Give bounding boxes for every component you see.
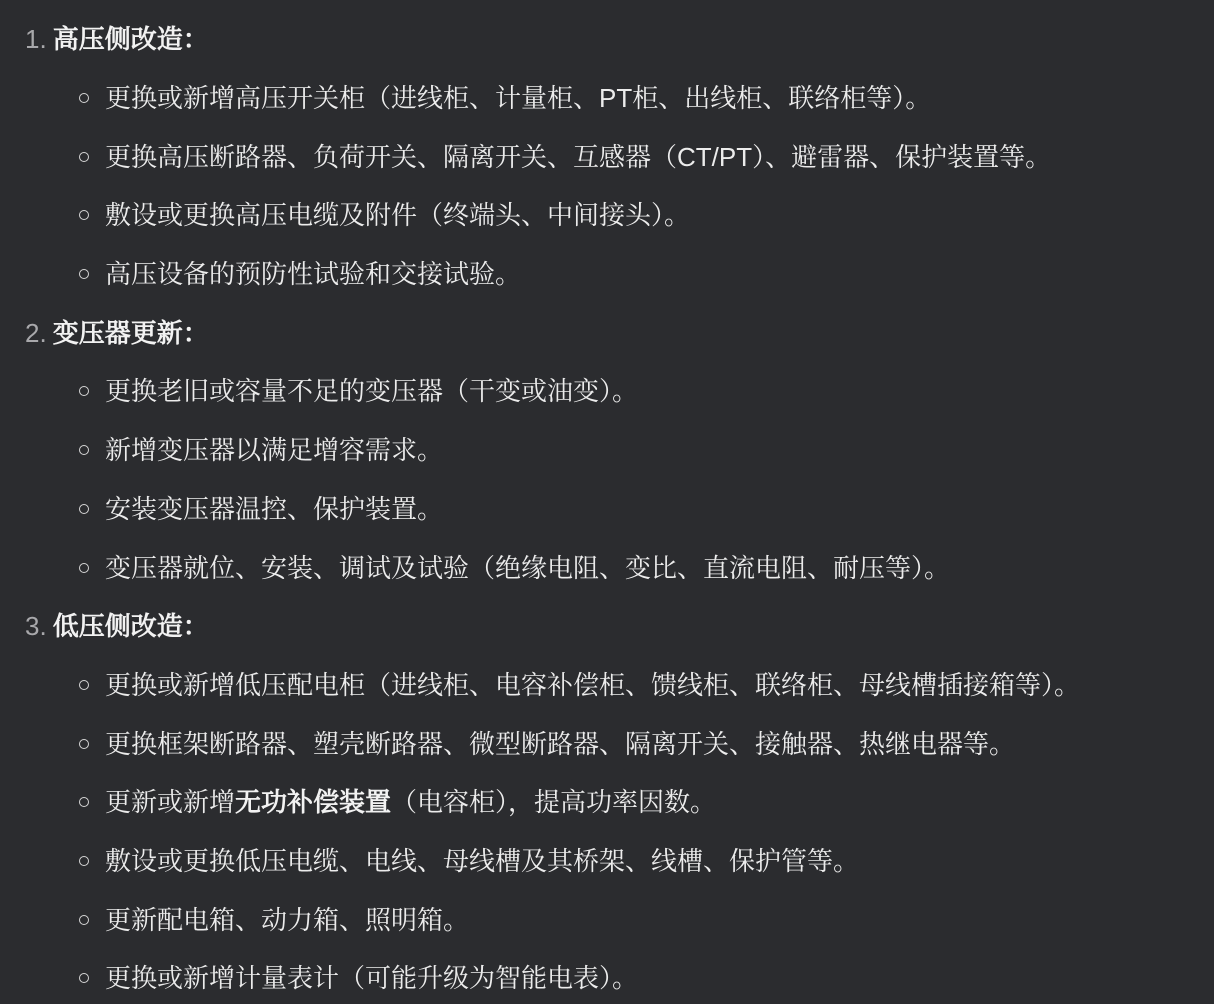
hollow-circle-bullet-icon — [79, 269, 89, 279]
list-item-text: 更新配电箱、动力箱、照明箱。 — [105, 904, 470, 935]
list-item-text: 安装变压器温控、保护装置。 — [105, 493, 444, 524]
list-item — [0, 949, 1214, 1004]
hollow-circle-bullet-icon — [79, 210, 89, 220]
list-item — [0, 186, 1214, 245]
section-number: 3. — [25, 611, 47, 642]
list-item-text-pre: 更新或新增 — [105, 787, 236, 818]
hollow-circle-bullet-icon — [79, 797, 89, 807]
hollow-circle-bullet-icon — [79, 739, 89, 749]
section-title: 高压侧改造： — [52, 24, 209, 55]
section-number: 2. — [25, 317, 47, 348]
hollow-circle-bullet-icon — [79, 386, 89, 396]
hollow-circle-bullet-icon — [79, 93, 89, 103]
section-title: 低压侧改造： — [52, 611, 209, 642]
hollow-circle-bullet-icon — [79, 504, 89, 514]
list-item — [0, 245, 1214, 304]
list-item-text: 更换或新增高压开关柜（进线柜、计量柜、PT柜、出线柜、联络柜等）。 — [105, 83, 932, 114]
list-item — [0, 656, 1214, 715]
list-item — [0, 480, 1214, 539]
list-item-text: 高压设备的预防性试验和交接试验。 — [105, 259, 522, 290]
list-item-text: 更换或新增计量表计（可能升级为智能电表）。 — [105, 963, 639, 994]
list-item — [0, 773, 1214, 832]
list-item-text — [105, 787, 717, 818]
list-item — [0, 421, 1214, 480]
list-item-text: 新增变压器以满足增容需求。 — [105, 435, 444, 466]
hollow-circle-bullet-icon — [79, 915, 89, 925]
hollow-circle-bullet-icon — [79, 856, 89, 866]
section-heading — [0, 10, 1214, 69]
section-title: 变压器更新： — [52, 317, 209, 348]
list-item-text-post: （电容柜），提高功率因数。 — [391, 787, 717, 818]
list-item — [0, 832, 1214, 891]
section-heading — [0, 303, 1214, 362]
section-number: 1. — [25, 24, 47, 55]
list-item-emphasis: 无功补偿装置 — [235, 787, 392, 818]
hollow-circle-bullet-icon — [79, 152, 89, 162]
list-item-text: 更换框架断路器、塑壳断路器、微型断路器、隔离开关、接触器、热继电器等。 — [105, 728, 1016, 759]
list-item-text: 敷设或更换高压电缆及附件（终端头、中间接头）。 — [105, 200, 691, 231]
hollow-circle-bullet-icon — [79, 973, 89, 983]
list-item-text: 更换高压断路器、负荷开关、隔离开关、互感器（CT/PT）、避雷器、保护装置等。 — [105, 141, 1052, 172]
list-item-text: 敷设或更换低压电缆、电线、母线槽及其桥架、线槽、保护管等。 — [105, 845, 860, 876]
section-heading — [0, 597, 1214, 656]
list-item — [0, 69, 1214, 128]
hollow-circle-bullet-icon — [79, 680, 89, 690]
list-item — [0, 127, 1214, 186]
list-item — [0, 714, 1214, 773]
list-item-text: 更换或新增低压配电柜（进线柜、电容补偿柜、馈线柜、联络柜、母线槽插接箱等）。 — [105, 669, 1081, 700]
list-item — [0, 538, 1214, 597]
hollow-circle-bullet-icon — [79, 563, 89, 573]
list-item — [0, 362, 1214, 421]
list-item-text: 变压器就位、安装、调试及试验（绝缘电阻、变比、直流电阻、耐压等）。 — [105, 552, 951, 583]
list-item — [0, 890, 1214, 949]
list-item-text: 更换老旧或容量不足的变压器（干变或油变）。 — [105, 376, 639, 407]
hollow-circle-bullet-icon — [79, 445, 89, 455]
